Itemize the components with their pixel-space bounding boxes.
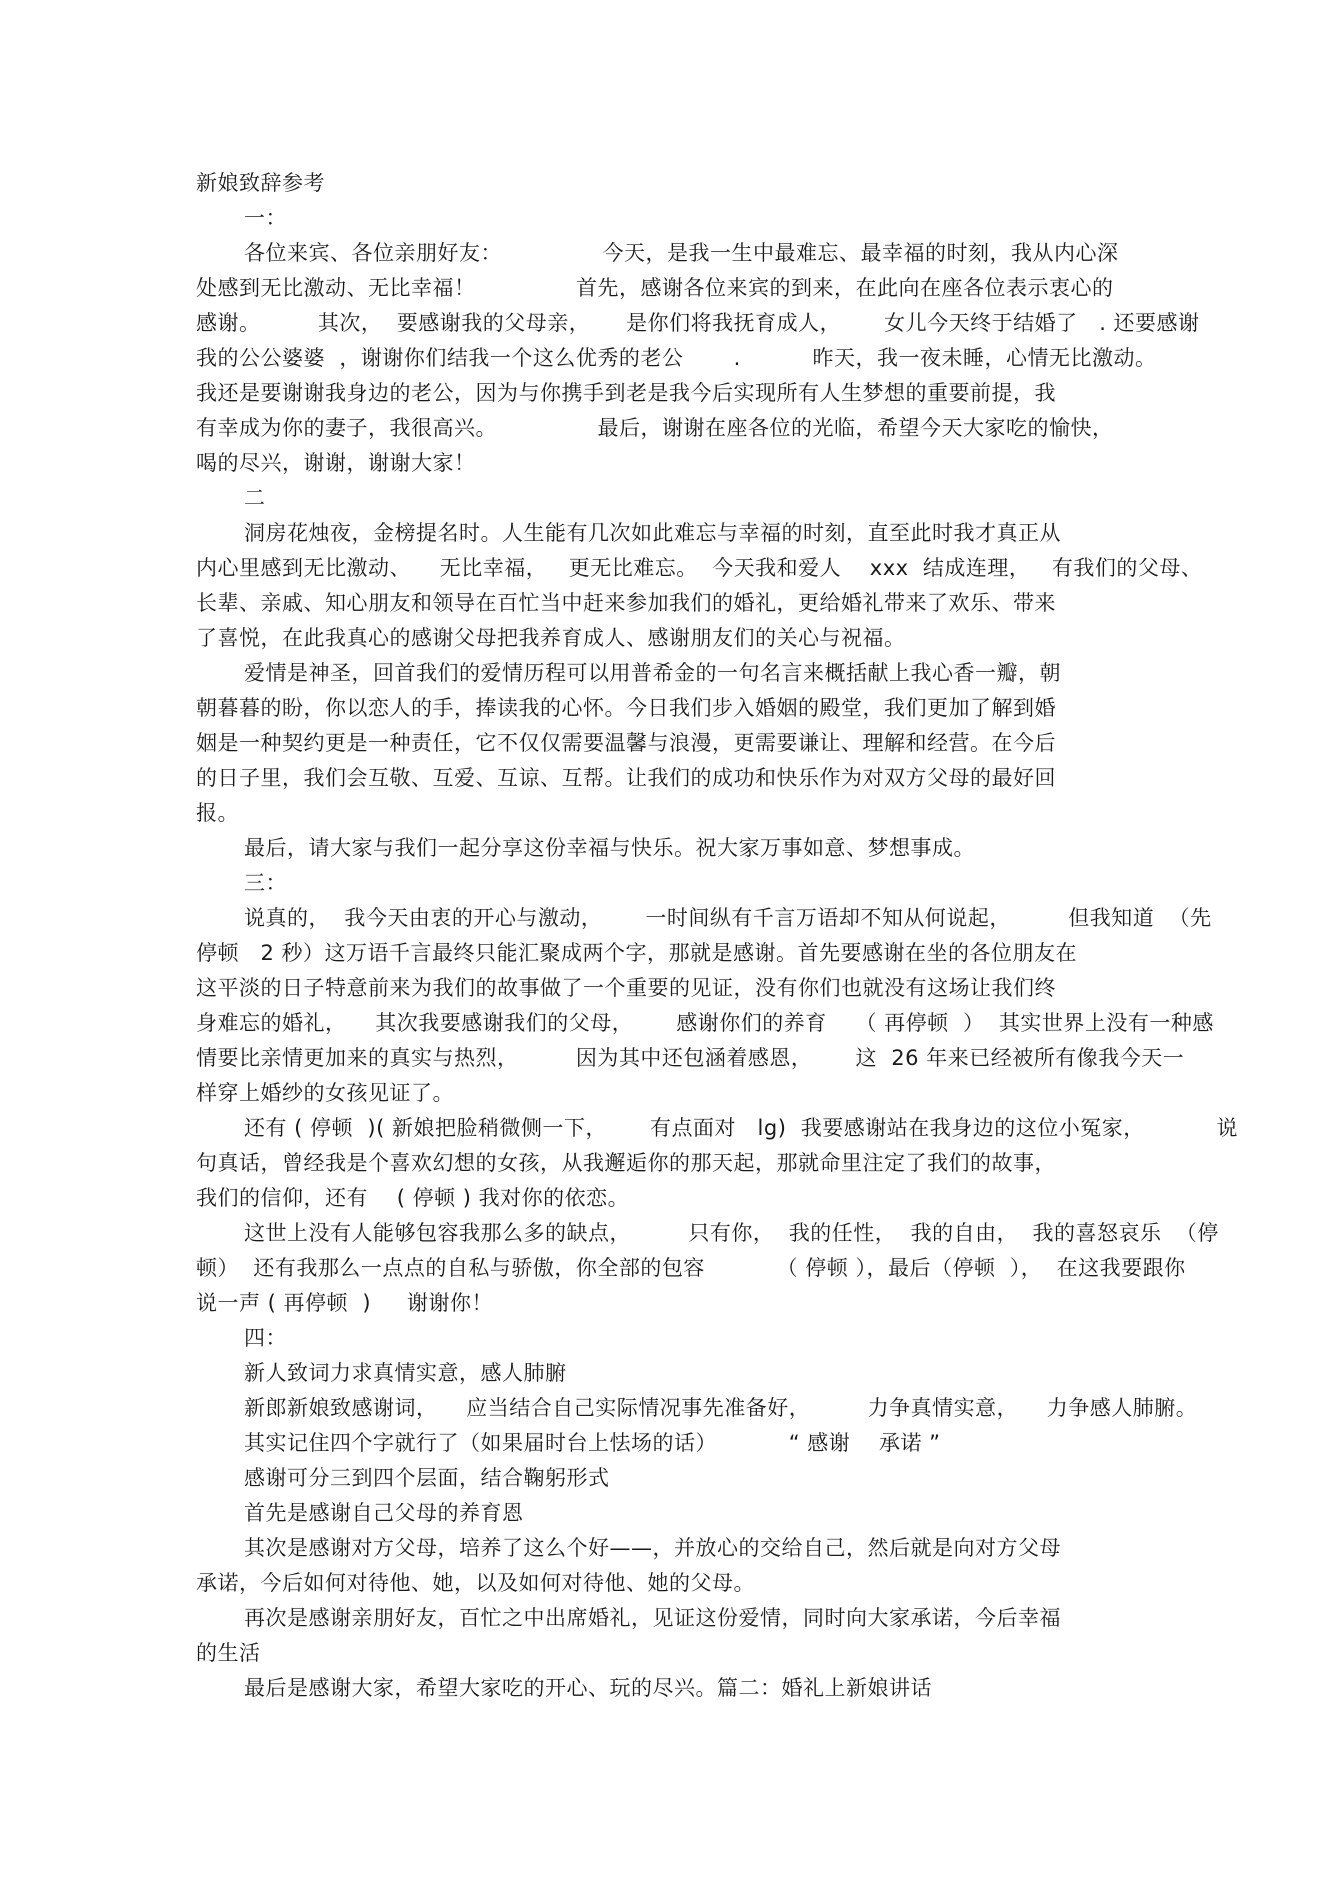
section-heading: 二	[244, 486, 266, 510]
paragraph-line: 说一声 ( 再停顿 ) 谢谢你！	[196, 1291, 493, 1315]
paragraph-line: 内心里感到无比激动、 无比幸福， 更无比难忘。 今天我和爱人 xxx 结成连理， 有我们的父母、	[196, 556, 1203, 580]
paragraph-line: 其次是感谢对方父母，培养了这么个好——，并放心的交给自己，然后就是向对方父母	[244, 1536, 1061, 1560]
paragraph-line: 感谢。 其次， 要感谢我的父母亲， 是你们将我抚育成人， 女儿今天终于结婚了 . 还要感谢	[196, 311, 1200, 335]
paragraph-line: 说真的， 我今天由衷的开心与激动， 一时间纵有千言万语却不知从何说起， 但我知道 （先	[244, 906, 1212, 930]
paragraph-line: 爱情是神圣，回首我们的爱情历程可以用普希金的一句名言来概括献上我心香一瓣，朝	[244, 661, 1061, 685]
paragraph-line: 顿） 还有我那么一点点的自私与骄傲，你全部的包容 （ 停顿 ），最后（停顿 ）， 在这我要跟你	[196, 1256, 1186, 1280]
paragraph-line: 我的公公婆婆 ，谢谢你们结我一个这么优秀的老公 . 昨天，我一夜未睡，心情无比激动。	[196, 346, 1157, 370]
paragraph-line: 有幸成为你的妻子，我很高兴。 最后，谢谢在座各位的光临，希望今天大家吃的愉快，	[196, 416, 1114, 440]
paragraph-line: 情要比亲情更加来的真实与热烈， 因为其中还包涵着感恩， 这 26 年来已经被所有像我今天一	[196, 1046, 1185, 1070]
paragraph-line: 的生活	[196, 1641, 261, 1665]
paragraph-line: 这世上没有人能够包容我那么多的缺点， 只有你， 我的任性， 我的自由， 我的喜怒哀乐 （停	[244, 1221, 1219, 1245]
paragraph-line: 样穿上婚纱的女孩见证了。	[196, 1081, 454, 1105]
paragraph-line: 我们的信仰，还有 ( 停顿 ) 我对你的依恋。	[196, 1186, 630, 1210]
paragraph-line: 承诺，今后如何对待他、她，以及如何对待他、她的父母。	[196, 1571, 755, 1595]
paragraph-line: 的日子里，我们会互敬、互爱、互谅、互帮。让我们的成功和快乐作为对双方父母的最好回	[196, 766, 1056, 790]
paragraph-line: 感谢可分三到四个层面，结合鞠躬形式	[244, 1466, 610, 1490]
paragraph-line: 其实记住四个字就行了（如果届时台上怯场的话） “ 感谢 承诺 ”	[244, 1431, 941, 1455]
paragraph-line: 首先是感谢自己父母的养育恩	[244, 1501, 524, 1525]
paragraph-line: 新郎新娘致感谢词， 应当结合自己实际情况事先准备好， 力争真情实意， 力争感人肺腑。	[244, 1396, 1198, 1420]
section-heading: 一：	[244, 206, 287, 230]
paragraph-line: 洞房花烛夜，金榜提名时。人生能有几次如此难忘与幸福的时刻，直至此时我才真正从	[244, 521, 1061, 545]
section-heading: 四：	[244, 1326, 287, 1350]
paragraph-line: 喝的尽兴，谢谢，谢谢大家！	[196, 451, 476, 475]
paragraph-line: 还有 ( 停顿 )( 新娘把脸稍微侧一下， 有点面对 lg) 我要感谢站在我身边的这位小冤家， 说	[244, 1116, 1238, 1140]
document-title: 新娘致辞参考	[196, 171, 325, 195]
paragraph-line: 停顿 2 秒）这万语千言最终只能汇聚成两个字，那就是感谢。首先要感谢在坐的各位朋友在	[196, 941, 1078, 965]
paragraph-line: 最后是感谢大家，希望大家吃的开心、玩的尽兴。篇二：婚礼上新娘讲话	[244, 1676, 932, 1700]
paragraph-line: 姻是一种契约更是一种责任，它不仅仅需要温馨与浪漫，更需要谦让、理解和经营。在今后	[196, 731, 1056, 755]
paragraph-line: 我还是要谢谢我身边的老公，因为与你携手到老是我今后实现所有人生梦想的重要前提，我	[196, 381, 1056, 405]
paragraph-line: 再次是感谢亲朋好友，百忙之中出席婚礼，见证这份爱情，同时向大家承诺，今后幸福	[244, 1606, 1061, 1630]
paragraph-line: 处感到无比激动、无比幸福！ 首先，感谢各位来宾的到来，在此向在座各位表示衷心的	[196, 276, 1114, 300]
paragraph-line: 最后，请大家与我们一起分享这份幸福与快乐。祝大家万事如意、梦想事成。	[244, 836, 975, 860]
section-heading: 三：	[244, 871, 287, 895]
paragraph-line: 报。	[196, 801, 239, 825]
paragraph-line: 朝暮暮的盼，你以恋人的手，捧读我的心怀。今日我们步入婚姻的殿堂，我们更加了解到婚	[196, 696, 1056, 720]
paragraph-line: 身难忘的婚礼， 其次我要感谢我们的父母， 感谢你们的养育 （ 再停顿 ） 其实世界上没有一种感	[196, 1011, 1214, 1035]
paragraph-line: 新人致词力求真情实意，感人肺腑	[244, 1361, 567, 1385]
paragraph-line: 各位来宾、各位亲朋好友： 今天，是我一生中最难忘、最幸福的时刻，我从内心深	[244, 241, 1119, 265]
paragraph-line: 了喜悦，在此我真心的感谢父母把我养育成人、感谢朋友们的关心与祝福。	[196, 626, 906, 650]
paragraph-line: 句真话，曾经我是个喜欢幻想的女孩，从我邂逅你的那天起，那就命里注定了我们的故事，	[196, 1151, 1056, 1175]
paragraph-line: 这平淡的日子特意前来为我们的故事做了一个重要的见证，没有你们也就没有这场让我们终	[196, 976, 1056, 1000]
paragraph-line: 长辈、亲戚、知心朋友和领导在百忙当中赶来参加我们的婚礼，更给婚礼带来了欢乐、带来	[196, 591, 1056, 615]
